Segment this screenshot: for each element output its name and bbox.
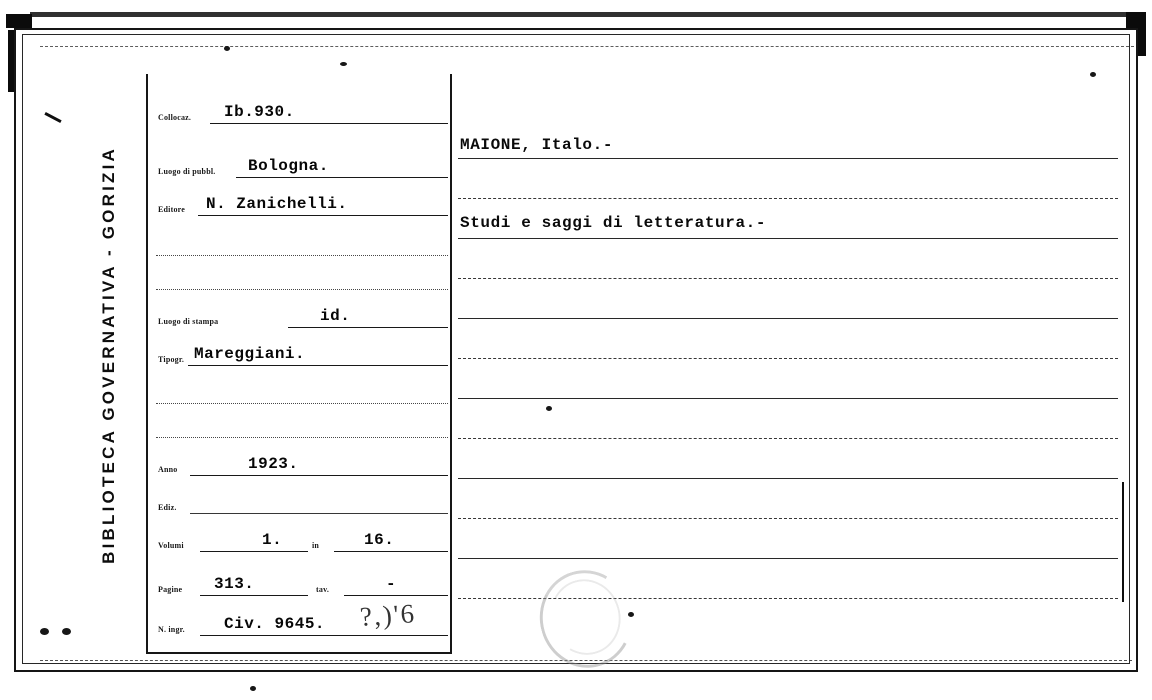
entry-rule-2 xyxy=(458,198,1118,199)
field-label-pagine: Pagine xyxy=(158,585,183,594)
entry-rule-7 xyxy=(458,398,1118,399)
field-label-editore: Editore xyxy=(158,205,186,214)
field-row-edizione xyxy=(148,488,454,514)
stray-tick-right-edge xyxy=(1122,482,1124,602)
entry-rule-5 xyxy=(458,318,1118,319)
field-rule-anno xyxy=(190,475,448,476)
field-value-volumi-formato: 16. xyxy=(364,531,395,549)
field-rule-luogo-stampa xyxy=(288,327,448,328)
field-rule-spacer-4 xyxy=(156,437,448,438)
field-label-volumi: Volumi xyxy=(158,541,184,550)
field-row-luogo-pubblicazione xyxy=(148,152,454,178)
entry-rule-6 xyxy=(458,358,1118,359)
field-rule-pagine-a xyxy=(200,595,308,596)
field-value-volumi: 1. xyxy=(262,531,283,549)
entry-rule-10 xyxy=(458,518,1118,519)
field-label-anno: Anno xyxy=(158,465,178,474)
field-value-luogo-stampa: id. xyxy=(320,307,351,325)
institution-stamp-text: BIBLIOTECA GOVERNATIVA - GORIZIA xyxy=(99,146,118,564)
field-label-numero-ingresso: N. ingr. xyxy=(158,625,185,634)
stray-mark-8 xyxy=(250,686,256,691)
field-label-volumi-formato: in xyxy=(312,541,320,550)
scan-edge-artifact-top-strip xyxy=(30,12,1126,17)
field-row-luogo-stampa xyxy=(148,302,454,328)
field-value-tavole: - xyxy=(386,575,397,593)
field-rule-spacer-1 xyxy=(156,255,448,256)
field-value-pagine: 313. xyxy=(214,575,255,593)
entry-rule-8 xyxy=(458,438,1118,439)
stray-mark-4 xyxy=(628,612,634,617)
entry-author-heading: MAIONE, Italo.- xyxy=(460,136,614,154)
stray-mark-5 xyxy=(1090,72,1096,77)
field-label-tipografo: Tipogr. xyxy=(158,355,185,364)
field-value-editore: N. Zanichelli. xyxy=(206,195,348,213)
right-entry-column xyxy=(452,74,1132,654)
field-row-volumi xyxy=(148,526,454,552)
field-rule-collocazione xyxy=(210,123,448,124)
entry-rule-9 xyxy=(458,478,1118,479)
left-field-column xyxy=(146,74,452,654)
field-row-spacer-4 xyxy=(148,412,454,438)
entry-rule-3 xyxy=(458,238,1118,239)
field-row-editore xyxy=(148,190,454,216)
field-rule-edizione xyxy=(190,513,448,514)
field-label-luogo-stampa: Luogo di stampa xyxy=(158,317,219,326)
field-value-tipografo: Mareggiani. xyxy=(194,345,306,363)
field-label-collocazione: Collocaz. xyxy=(158,113,192,122)
field-row-anno xyxy=(148,450,454,476)
field-label-edizione: Ediz. xyxy=(158,503,177,512)
field-rule-spacer-2 xyxy=(156,289,448,290)
card-top-dashed-rule xyxy=(40,46,1134,47)
entry-rule-11 xyxy=(458,558,1118,559)
scan-edge-artifact-top-left xyxy=(6,14,32,28)
field-row-spacer-3 xyxy=(148,378,454,404)
stray-mark-6 xyxy=(40,628,49,635)
stray-mark-1 xyxy=(224,46,230,51)
stray-mark-7 xyxy=(62,628,71,635)
stray-mark-2 xyxy=(340,62,347,66)
entry-rule-4 xyxy=(458,278,1118,279)
handwritten-note: ?,)'6 xyxy=(358,598,418,632)
institution-stamp xyxy=(88,95,130,615)
field-rule-tipografo xyxy=(188,365,448,366)
field-label-tavole: tav. xyxy=(316,585,330,594)
field-rule-pagine-b xyxy=(344,595,448,596)
field-rule-editore xyxy=(198,215,448,216)
stray-mark-3 xyxy=(546,406,552,411)
field-row-pagine xyxy=(148,570,454,596)
field-rule-volumi-b xyxy=(334,551,448,552)
field-label-luogo-pubblicazione: Luogo di pubbl. xyxy=(158,167,216,176)
field-rule-numero-ingresso xyxy=(200,635,448,636)
entry-rule-1 xyxy=(458,158,1118,159)
field-value-luogo-pubblicazione: Bologna. xyxy=(248,157,329,175)
field-value-anno: 1923. xyxy=(248,455,299,473)
field-value-numero-ingresso: Civ. 9645. xyxy=(224,615,326,633)
entry-title: Studi e saggi di letteratura.- xyxy=(460,214,767,232)
field-value-collocazione: Ib.930. xyxy=(224,103,295,121)
field-row-collocazione xyxy=(148,98,454,124)
field-rule-spacer-3 xyxy=(156,403,448,404)
field-row-spacer-2 xyxy=(148,264,454,290)
field-row-spacer-1 xyxy=(148,230,454,256)
field-row-tipografo xyxy=(148,340,454,366)
field-rule-volumi-a xyxy=(200,551,308,552)
field-rule-luogo-pubblicazione xyxy=(236,177,448,178)
